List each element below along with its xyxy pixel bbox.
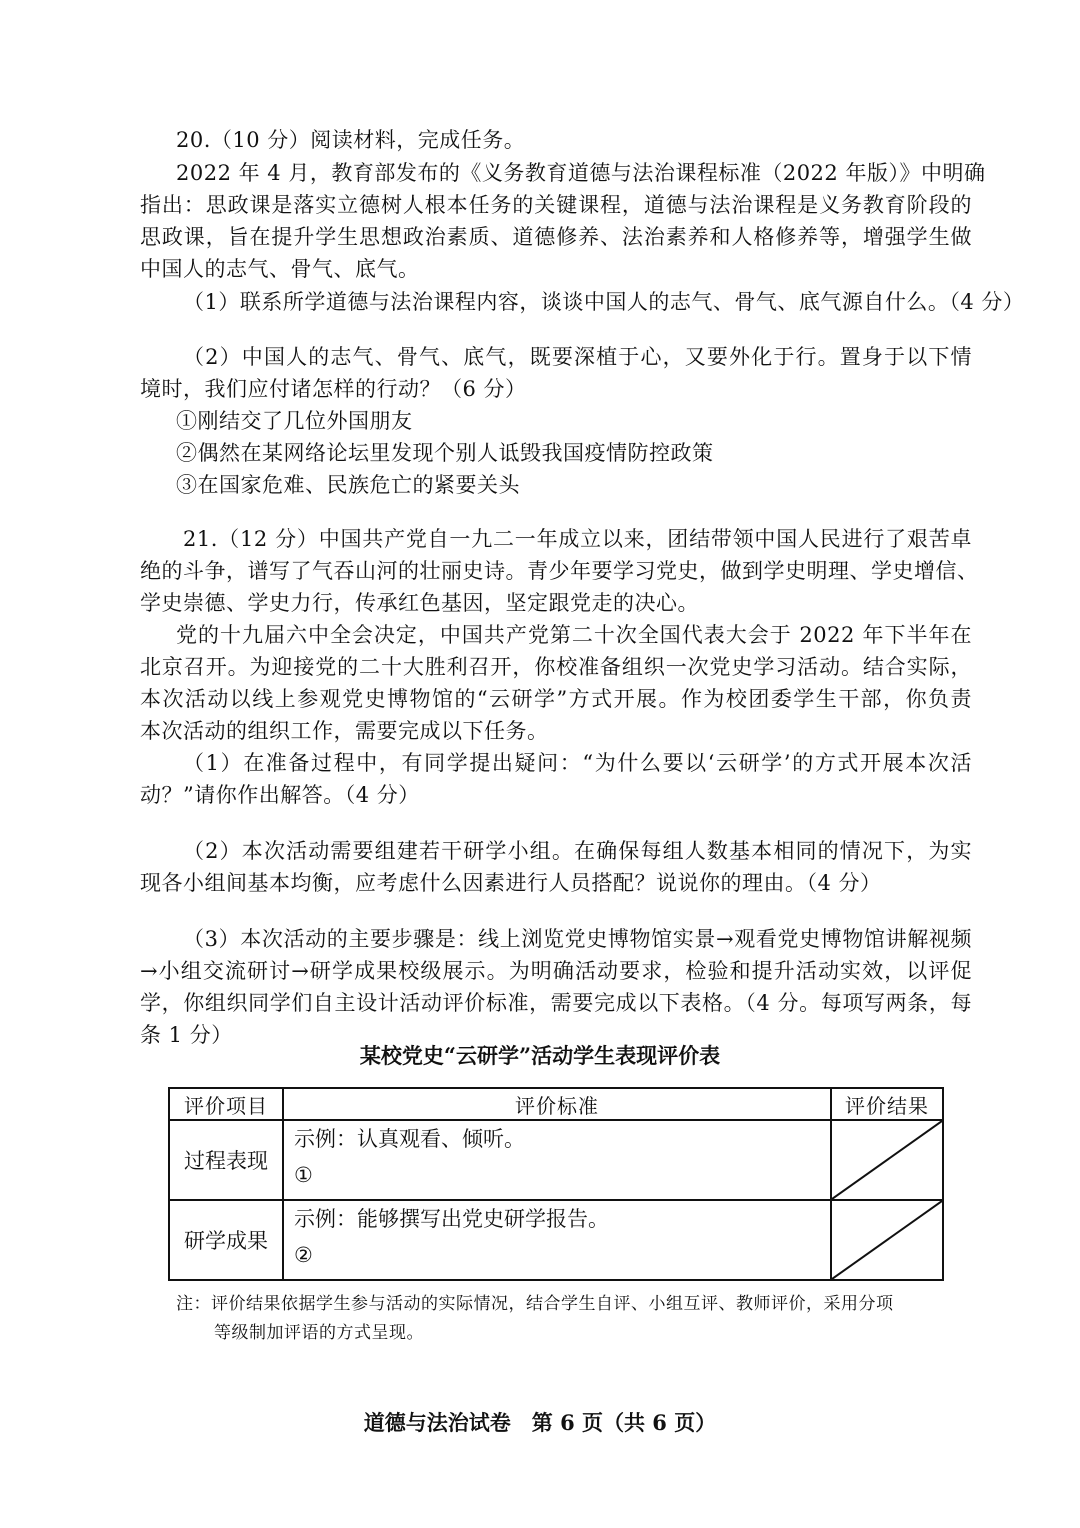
table-note-line-2: 等级制加评语的方式呈现。 <box>214 1323 424 1343</box>
table-row <box>169 1200 943 1280</box>
q20-header: 20.（10 分）阅读材料，完成任务。 <box>176 128 526 152</box>
q21-task-2-line-1: （2）本次活动需要组建若干研学小组。在确保每组人数基本相同的情况下，为实 <box>183 839 972 863</box>
q21-task-1-line-2: 动？”请你作出解答。（4 分） <box>140 783 420 807</box>
q20-material-line-3: 思政课，旨在提升学生思想政治素质、道德修养、法治素养和人格修养等，增强学生做 <box>140 225 972 249</box>
table-header-row <box>169 1088 943 1120</box>
q20-material-line-2: 指出：思政课是落实立德树人根本任务的关键课程，道德与法治课程是义务教育阶段的 <box>140 193 972 217</box>
q21-para2-line-1: 党的十九届六中全会决定，中国共产党第二十次全国代表大会于 2022 年下半年在 <box>176 623 972 647</box>
row-blank: ① <box>294 1163 313 1187</box>
diagonal-line <box>832 1201 942 1279</box>
diagonal-line <box>832 1121 942 1199</box>
row-blank: ② <box>294 1243 313 1267</box>
table-note-line-1: 注：评价结果依据学生参与活动的实际情况，结合学生自评、小组互评、教师评价，采用分项 <box>176 1294 894 1314</box>
q21-intro-line-2: 绝的斗争，谱写了气吞山河的壮丽史诗。青少年要学习党史，做到学史明理、学史增信、 <box>140 559 979 583</box>
header-result: 评价结果 <box>831 1088 943 1120</box>
row-result-crossed <box>831 1120 943 1200</box>
q21-task-3-line-2: →小组交流研讨→研学成果校级展示。为明确活动要求，检验和提升活动实效，以评促 <box>140 959 972 983</box>
row-result-crossed <box>831 1200 943 1280</box>
evaluation-table <box>168 1087 944 1281</box>
q21-intro-line-1: 21.（12 分）中国共产党自一九二一年成立以来，团结带领中国人民进行了艰苦卓 <box>183 527 972 551</box>
q21-para2-line-2: 北京召开。为迎接党的二十大胜利召开，你校准备组织一次党史学习活动。结合实际， <box>140 655 972 679</box>
header-item: 评价项目 <box>169 1088 283 1120</box>
q21-task-1-line-1: （1）在准备过程中，有同学提出疑问：“为什么要以‘云研学’的方式开展本次活 <box>183 751 972 775</box>
table-row <box>169 1120 943 1200</box>
row-example: 示例：认真观看、倾听。 <box>294 1127 525 1151</box>
q20-situation-1: ①刚结交了几位外国朋友 <box>176 409 413 433</box>
q21-intro-line-3: 学史崇德、学史力行，传承红色基因，坚定跟党走的决心。 <box>140 591 699 615</box>
q20-situation-3: ③在国家危难、民族危亡的紧要关头 <box>176 473 520 497</box>
table-title: 某校党史“云研学”活动学生表现评价表 <box>359 1043 721 1068</box>
page-footer: 道德与法治试卷 第 6 页（共 6 页） <box>363 1410 717 1435</box>
row-standard[interactable] <box>283 1120 831 1200</box>
q20-task-2-line-1: （2）中国人的志气、骨气、底气，既要深植于心，又要外化于行。置身于以下情 <box>183 345 972 369</box>
row-item: 过程表现 <box>169 1120 283 1200</box>
q21-para2-line-3: 本次活动以线上参观党史博物馆的“云研学”方式开展。作为校团委学生干部，你负责 <box>140 687 972 711</box>
q21-task-3-line-3: 学，你组织同学们自主设计活动评价标准，需要完成以下表格。（4 分。每项写两条，每 <box>140 991 972 1015</box>
q21-task-3-line-1: （3）本次活动的主要步骤是：线上浏览党史博物馆实景→观看党史博物馆讲解视频 <box>183 927 972 951</box>
header-standard: 评价标准 <box>283 1088 831 1120</box>
row-item: 研学成果 <box>169 1200 283 1280</box>
q20-task-2-line-2: 境时，我们应付诸怎样的行动？（6 分） <box>140 377 527 401</box>
q20-material-line-1: 2022 年 4 月，教育部发布的《义务教育道德与法治课程标准（2022 年版）》中明确 <box>176 161 986 185</box>
q21-task-3-line-4: 条 1 分） <box>140 1023 233 1047</box>
q20-situation-2: ②偶然在某网络论坛里发现个别人诋毁我国疫情防控政策 <box>176 441 714 465</box>
q20-task-1: （1）联系所学道德与法治课程内容，谈谈中国人的志气、骨气、底气源自什么。（4 分） <box>183 290 1025 314</box>
row-standard[interactable] <box>283 1200 831 1280</box>
q20-material-line-4: 中国人的志气、骨气、底气。 <box>140 257 420 281</box>
q21-para2-line-4: 本次活动的组织工作，需要完成以下任务。 <box>140 719 549 743</box>
q21-task-2-line-2: 现各小组间基本均衡，应考虑什么因素进行人员搭配？说说你的理由。（4 分） <box>140 871 882 895</box>
row-example: 示例：能够撰写出党史研学报告。 <box>294 1207 609 1231</box>
